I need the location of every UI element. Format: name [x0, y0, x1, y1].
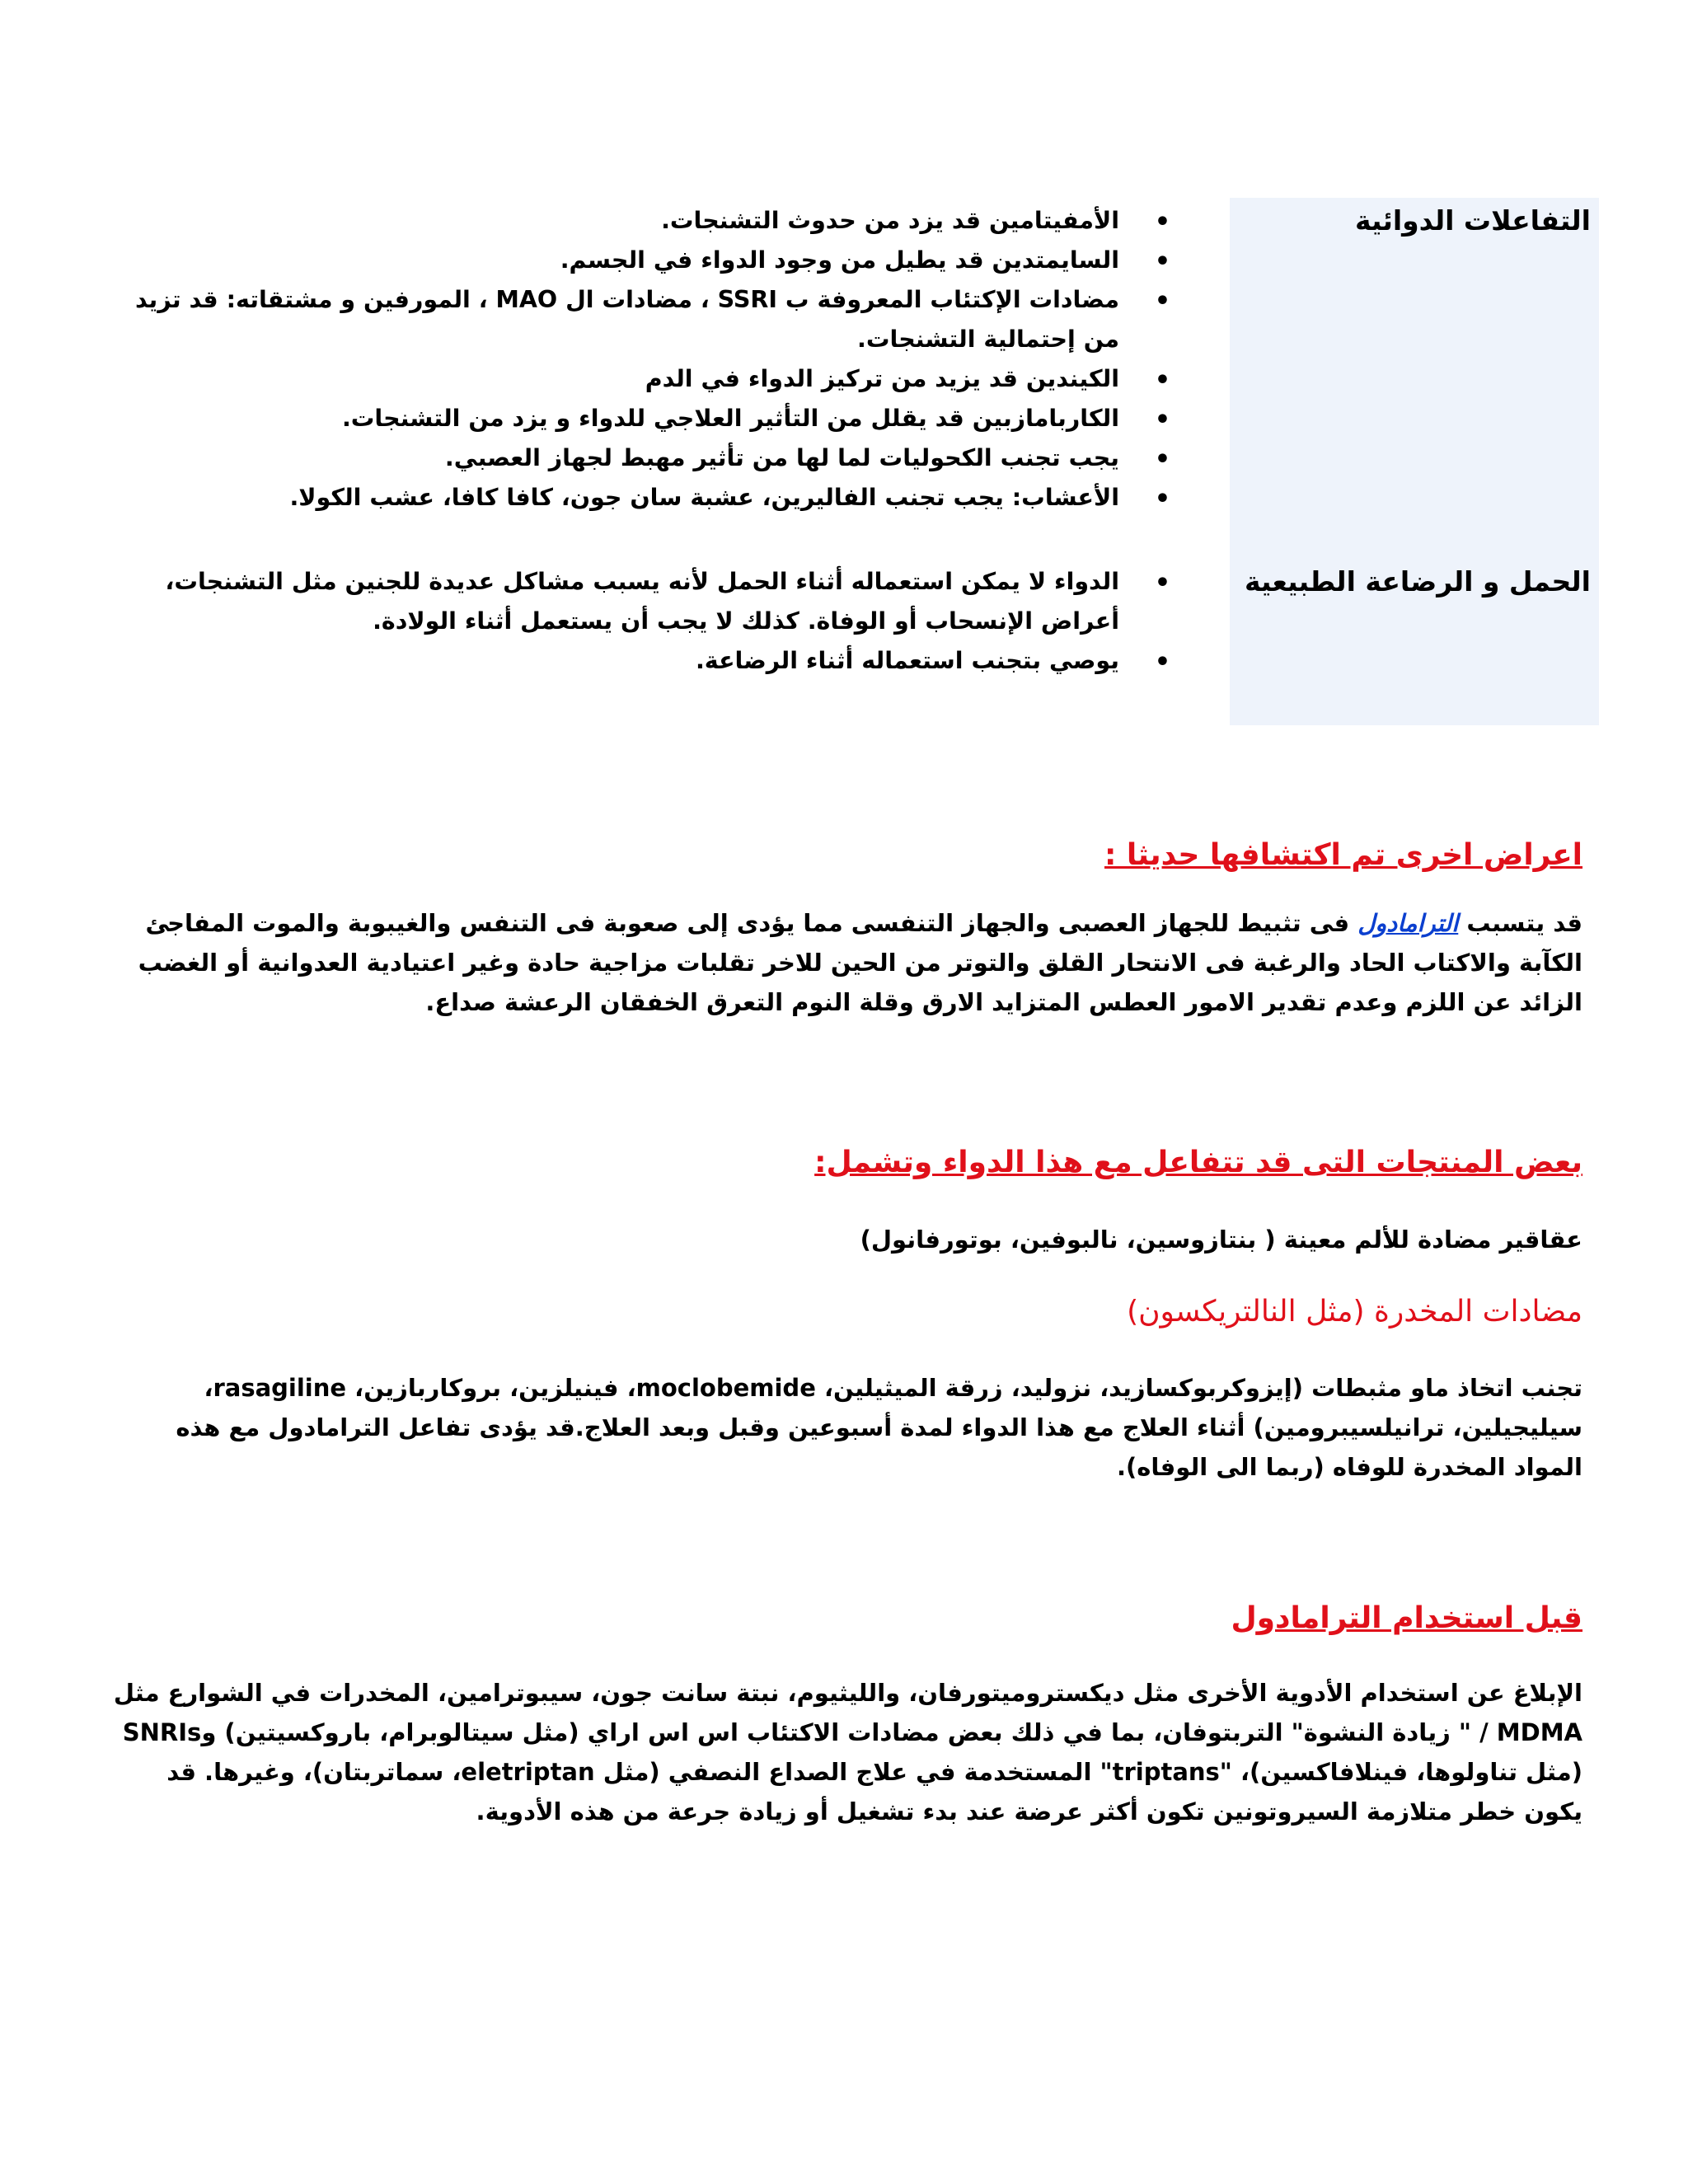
side-effects-text-before: قد يتسبب	[1466, 909, 1582, 937]
interactions-title: بعض المنتجات التى قد تتفاعل مع هذا الدواء وتشمل:	[814, 1146, 1582, 1179]
list-item: • الكيندين قد يزيد من تركيز الدواء في الدم	[124, 359, 1170, 399]
list-item: • الدواء لا يمكن استعماله أثناء الحمل لأنه يسبب مشاكل عديدة للجنين مثل التشنجات، أعراض الإنسحاب أو الوفاة. كذلك لا يجب أن يستعمل أثناء الولادة.	[124, 562, 1170, 641]
label-column	[1230, 198, 1599, 725]
mao-warning-paragraph: تجنب اتخاذ ماو مثبطات (إيزوكربوكسازيد، نزوليد، زرقة الميثيلين، moclobemide، فينيلزين، بروكاربازين، rasagiline، سيليجيلين، ترانيلسيبرومين) أثناء العلاج مع هذا الدواء لمدة أسبوعين وقبل وبعد العلاج.قد يؤدى تفاعل الترامادول مع هذه المواد المخدرة للوفاه (ربما الى الوفاه).	[176, 1374, 1582, 1481]
before-use-paragraph: الإبلاغ عن استخدام الأدوية الأخرى مثل ديكستروميتورفان، والليثيوم، نبتة سانت جون، سيبوترامين، المخدرات في الشوارع مثل MDMA / " زيادة النشوة" التربتوفان، بما في ذلك بعض مضادات الاكتئاب اس اس اراي (مثل سيتالوبرام، باروكسيتين) وSNRIs (مثل تناولوها، فينلافاكسين)، "triptans" المستخدمة في علاج الصداع النصفي (مثل eletriptan، سماتربتان)، وغيرها. قد يكون خطر متلازمة السيروتونين تكون أكثر عرضة عند بدء تشغيل أو زيادة جرعة من هذه الأدوية.	[113, 1679, 1582, 1825]
painkillers-paragraph: عقاقير مضادة للألم معينة ( بنتازوسين، نالبوفين، بوتورفانول)	[860, 1226, 1582, 1254]
pregnancy-list	[124, 562, 1170, 681]
before-use-title: قبل استخدام الترامادول	[1231, 1601, 1582, 1635]
list-item: • السايمتدين قد يطيل من وجود الدواء في الجسم.	[124, 241, 1170, 280]
list-item: • يوصي بتجنب استعماله أثناء الرضاعة.	[124, 641, 1170, 681]
narcotic-antagonists-heading: مضادات المخدرة (مثل النالتريكسون)	[1127, 1295, 1582, 1329]
list-item: • يجب تجنب الكحوليات لما لها من تأثير مهبط لجهاز العصبي.	[124, 438, 1170, 478]
row-label-interactions: التفاعلات الدوائية	[1354, 204, 1591, 237]
drug-info-table	[124, 198, 1599, 725]
interactions-list	[124, 201, 1170, 518]
list-item: • الأعشاب: يجب تجنب الفاليرين، عشبة سان جون، كافا كافا، عشب الكولا.	[124, 478, 1170, 518]
side-effects-text-after: فى تثبيط للجهاز العصبى والجهاز التنفسى مما يؤدى إلى صعوبة فى التنفس والغيبوبة والموت المفاجئ الكآبة والاكتاب الحاد والرغبة فى الانتحار القلق والتوتر من الحين للاخر تقلبات مزاجية حادة وغير اعتيادية العدوانية أو الغضب الزائد عن اللزم وعدم تقدير الامور العطس المتزايد الارق وقلة النوم التعرق الخفقان الرعشة صداع.	[138, 909, 1582, 1016]
side-effects-paragraph	[107, 903, 1582, 1022]
tramadol-link[interactable]: الترامادول	[1357, 909, 1459, 937]
list-item: • الكاربامازبين قد يقلل من التأثير العلاجي للدواء و يزد من التشنجات.	[124, 399, 1170, 438]
row-label-pregnancy: الحمل و الرضاعة الطبيعية	[1244, 565, 1591, 598]
side-effects-title: اعراض اخرى تم اكتشافها حديثا :	[1104, 838, 1582, 872]
list-item: • مضادات الإكتئاب المعروفة ب SSRI ، مضادات ال MAO ، المورفين و مشتقاته: قد تزيد من إحتمالية التشنجات.	[124, 280, 1170, 359]
list-item: • الأمفيتامين قد يزد من حدوث التشنجات.	[124, 201, 1170, 241]
